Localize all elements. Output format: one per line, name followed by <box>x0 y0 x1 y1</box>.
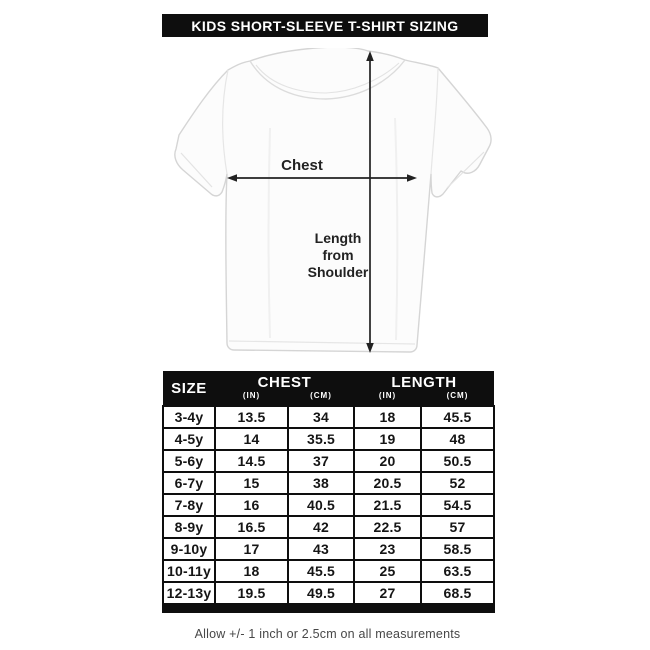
length-label-line3: Shoulder <box>307 264 369 280</box>
length-cm-cell: 50.5 <box>421 450 494 472</box>
length-in-cell: 18 <box>354 406 421 428</box>
page-title: KIDS SHORT-SLEEVE T-SHIRT SIZING <box>191 17 459 34</box>
tshirt-shape <box>175 48 491 352</box>
table-row <box>163 538 494 560</box>
length-in-cell: 20.5 <box>354 472 421 494</box>
chest-cm-cell: 43 <box>288 538 354 560</box>
length-cm-cell: 48 <box>421 428 494 450</box>
chest-in-cell: 15 <box>215 472 288 494</box>
chest-cm-cell: 34 <box>288 406 354 428</box>
chest-in-cell: 13.5 <box>215 406 288 428</box>
chest-cm-cell: 45.5 <box>288 560 354 582</box>
length-cm-cell: 68.5 <box>421 582 494 604</box>
size-cell: 3-4y <box>163 406 215 428</box>
length-cm-cell: 58.5 <box>421 538 494 560</box>
length-label-line1: Length <box>314 230 362 246</box>
size-cell: 9-10y <box>163 538 215 560</box>
table-row <box>163 516 494 538</box>
table-row <box>163 494 494 516</box>
size-cell: 4-5y <box>163 428 215 450</box>
length-cm-cell: 52 <box>421 472 494 494</box>
size-cell: 10-11y <box>163 560 215 582</box>
tshirt-diagram <box>150 48 500 363</box>
length-in-cell: 21.5 <box>354 494 421 516</box>
length-in-cell: 27 <box>354 582 421 604</box>
size-table-body <box>163 406 494 604</box>
tshirt-illustration <box>150 48 500 363</box>
table-row <box>163 450 494 472</box>
chest-in-cell: 16.5 <box>215 516 288 538</box>
length-in-cell: 19 <box>354 428 421 450</box>
chest-cm-cell: 49.5 <box>288 582 354 604</box>
size-table-header <box>163 371 494 406</box>
length-cm-cell: 63.5 <box>421 560 494 582</box>
length-cm-cell: 45.5 <box>421 406 494 428</box>
length-cm-cell: 54.5 <box>421 494 494 516</box>
length-in-cell: 25 <box>354 560 421 582</box>
length-measure-label <box>288 230 388 281</box>
length-in-cell: 22.5 <box>354 516 421 538</box>
chest-cm-cell: 37 <box>288 450 354 472</box>
chest-in-cell: 14.5 <box>215 450 288 472</box>
chest-cm-cell: 42 <box>288 516 354 538</box>
table-row <box>163 472 494 494</box>
header-chest-in: (IN) <box>215 391 288 406</box>
chest-in-cell: 18 <box>215 560 288 582</box>
length-in-cell: 20 <box>354 450 421 472</box>
header-length-cm: (CM) <box>421 391 494 406</box>
chest-cm-cell: 40.5 <box>288 494 354 516</box>
size-cell: 7-8y <box>163 494 215 516</box>
chest-cm-cell: 38 <box>288 472 354 494</box>
chest-in-cell: 14 <box>215 428 288 450</box>
chest-in-cell: 16 <box>215 494 288 516</box>
length-in-cell: 23 <box>354 538 421 560</box>
length-cm-cell: 57 <box>421 516 494 538</box>
size-cell: 5-6y <box>163 450 215 472</box>
table-bottom-bar <box>163 604 494 612</box>
size-cell: 12-13y <box>163 582 215 604</box>
chest-in-cell: 19.5 <box>215 582 288 604</box>
chest-measure-label: Chest <box>281 157 323 174</box>
chest-in-cell: 17 <box>215 538 288 560</box>
table-row <box>163 406 494 428</box>
header-length: LENGTH <box>354 371 494 391</box>
size-cell: 8-9y <box>163 516 215 538</box>
table-row <box>163 560 494 582</box>
size-table <box>162 371 495 613</box>
header-length-in: (IN) <box>354 391 421 406</box>
chest-cm-cell: 35.5 <box>288 428 354 450</box>
header-chest: CHEST <box>215 371 354 391</box>
tolerance-note: Allow +/- 1 inch or 2.5cm on all measurements <box>194 627 461 641</box>
size-cell: 6-7y <box>163 472 215 494</box>
header-chest-cm: (CM) <box>288 391 354 406</box>
header-size: SIZE <box>163 371 215 406</box>
title-bar <box>162 14 488 37</box>
length-label-line2: from <box>322 247 354 263</box>
table-row <box>163 582 494 604</box>
table-row <box>163 428 494 450</box>
